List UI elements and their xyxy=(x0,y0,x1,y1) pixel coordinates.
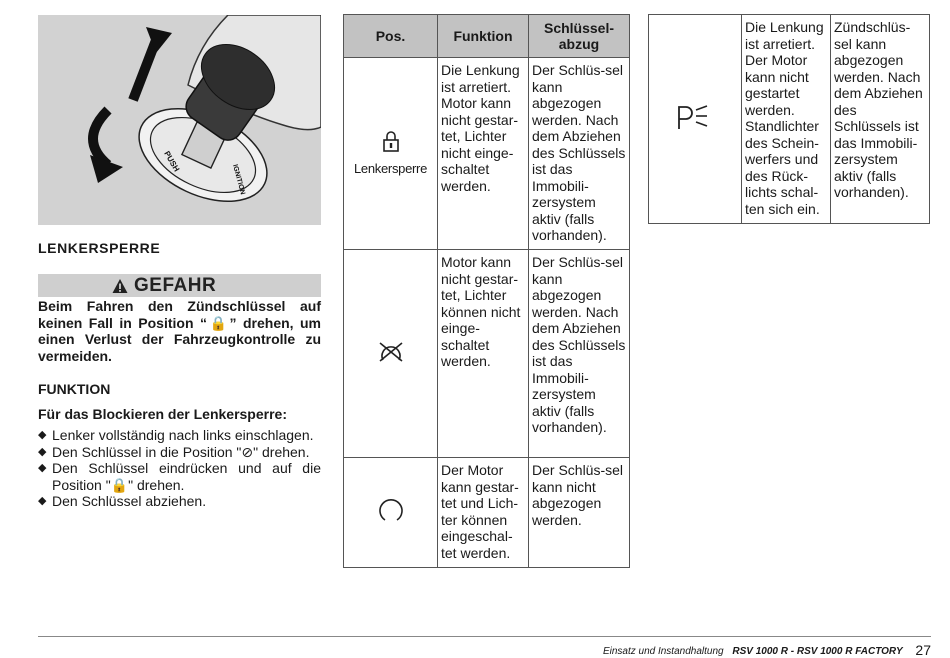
padlock-icon xyxy=(382,130,400,152)
ignition-label: IGNITION xyxy=(231,163,246,196)
step-list xyxy=(38,427,321,510)
danger-label: GEFAHR xyxy=(134,274,217,296)
danger-banner xyxy=(38,274,321,297)
list-item: ◆ Den Schlüssel abziehen. xyxy=(38,493,321,510)
key-cell: Der Schlüs-sel kann abgezogen werden. Nach dem Abziehen des Schlüssels ist das Immobili-zersystem aktiv (falls vorhanden). xyxy=(529,250,630,458)
table-row xyxy=(344,250,630,458)
pos-cell xyxy=(344,458,438,568)
header-function: Funktion xyxy=(438,15,529,58)
list-item: ◆ Den Schlüssel eindrücken und auf die Position "🔒" drehen. xyxy=(38,460,321,493)
lock-subtitle: Für das Blockieren der Lenkersperre: xyxy=(38,406,287,422)
pos-cell xyxy=(344,250,438,458)
parking-position-table xyxy=(648,14,930,224)
key-cell: Zündschlüs-sel kann abgezogen werden. Nach dem Abziehen des Schlüssels ist das Immobili-zersystem aktiv (falls vorhanden). xyxy=(831,15,930,224)
table-header-row xyxy=(344,15,630,58)
footer-title: Einsatz und Instandhaltung xyxy=(602,646,724,657)
warning-icon xyxy=(112,278,128,294)
key-cell: Der Schlüs-sel kann nicht abgezogen werden. xyxy=(529,458,630,568)
header-key: Schlüssel-abzug xyxy=(529,15,630,58)
pos-cell xyxy=(649,15,742,224)
function-cell: Die Lenkung ist arretiert. Motor kann nicht gestar-tet, Lichter nicht einge-schaltet werden. xyxy=(438,58,529,250)
function-cell: Der Motor kann gestar-tet und Lich-ter können eingeschal-tet werden. xyxy=(438,458,529,568)
footer xyxy=(603,641,931,657)
list-item: ◆ Lenker vollständig nach links einschlagen. xyxy=(38,427,321,444)
ignition-switch-photo xyxy=(38,15,321,225)
key-cell: Der Schlüs-sel kann abgezogen werden. Nach dem Abziehen des Schlüssels ist das Immobili-zersystem aktiv (falls vorhanden). xyxy=(529,58,630,250)
list-item: ◆ Den Schlüssel in die Position "⊘" drehen. xyxy=(38,444,321,461)
table-row xyxy=(344,58,630,250)
key-position-table xyxy=(343,14,630,568)
parking-light-icon xyxy=(675,102,715,132)
function-title: FUNKTION xyxy=(38,381,111,397)
function-cell: Motor kann nicht gestar-tet, Lichter können nicht einge-schaltet werden. xyxy=(438,250,529,458)
page-number: 27 xyxy=(915,642,931,658)
danger-text: Beim Fahren den Zündschlüssel auf keinen Fall in Position “🔒” drehen, um einen Verlust der Fahrzeugkontrolle zu vermeiden. xyxy=(38,298,321,364)
function-cell: Die Lenkung ist arretiert. Der Motor kann nicht gestartet werden. Standlichter des Schein-werfers und des Rück-lichts schal-ten sich ein. xyxy=(742,15,831,224)
section-title: LENKERSPERRE xyxy=(38,240,161,256)
pos-cell xyxy=(344,58,438,250)
ignition-on-icon xyxy=(377,498,405,524)
table-row xyxy=(344,458,630,568)
table-row xyxy=(649,15,930,224)
push-label: PUSH xyxy=(162,149,182,174)
pos-label: Lenkersperre xyxy=(354,161,427,176)
footer-divider xyxy=(38,636,931,637)
ignition-off-icon xyxy=(377,340,405,364)
footer-model: RSV 1000 R - RSV 1000 R FACTORY xyxy=(732,646,903,657)
header-pos: Pos. xyxy=(344,15,438,58)
